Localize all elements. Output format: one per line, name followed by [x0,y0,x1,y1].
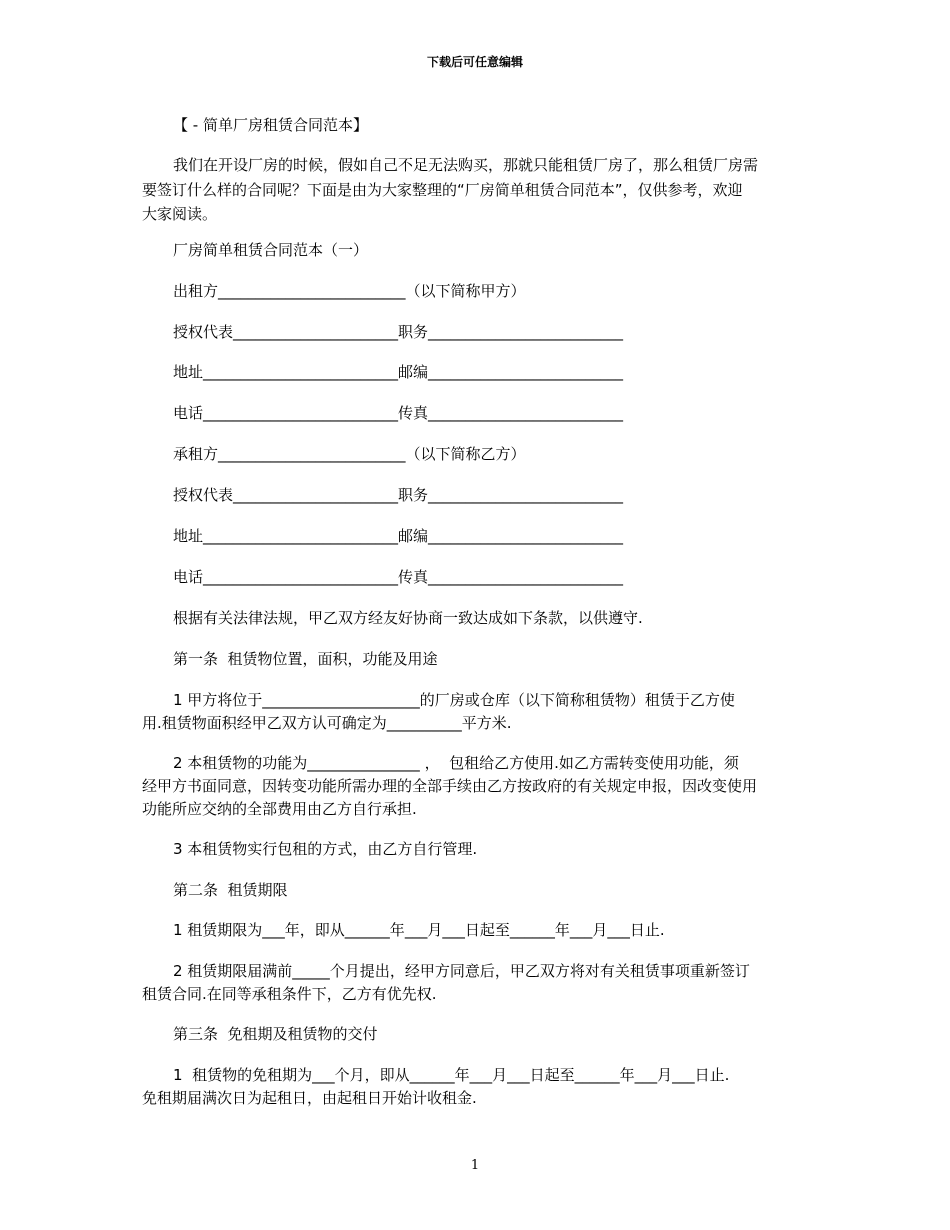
page-number: 1 [470,1158,480,1173]
contract-subtitle: 厂房简单租赁合同范本（一） [173,241,369,259]
lessor-address-line: 地址__________________________邮编__________________________ [173,363,624,381]
article-1-clause-2-line-3: 功能所应交纳的全部费用由乙方自行承担. [142,800,417,818]
intro-line-1: 我们在开设厂房的时候，假如自己不足无法购买，那就只能租赁厂房了，那么租赁厂房需 [173,156,759,174]
lessee-rep-line: 授权代表______________________职务__________________________ [173,486,624,504]
lessee-line: 承租方_________________________（以下简称乙方） [173,445,526,463]
article-1-clause-1-line-2: 用.租赁物面积经甲乙双方认可确定为__________平方米. [142,714,512,732]
article-1-clause-2-line-2: 经甲方书面同意，因转变功能所需办理的全部手续由乙方按政府的有关规定申报，因改变使用 [142,777,758,795]
article-1-clause-3: 3 本租赁物实行包租的方式，由乙方自行管理. [173,840,478,858]
article-2-heading: 第二条 租赁期限 [173,881,288,899]
article-3-clause-1-line-1: 1 租赁物的免租期为___个月，即从______年___月___日起至______年___月___日止. [173,1066,730,1084]
basis-paragraph: 根据有关法律法规，甲乙双方经友好协商一致达成如下条款，以供遵守. [173,609,643,627]
page-header: 下载后可任意编辑 [426,55,523,69]
article-2-clause-2-line-1: 2 租赁期限届满前_____个月提出，经甲方同意后，甲乙双方将对有关租赁事项重新签订 [173,962,750,980]
article-3-heading: 第三条 免租期及租赁物的交付 [173,1025,378,1043]
intro-line-2: 要签订什么样的合同呢？下面是由为大家整理的“厂房简单租赁合同范本”，仅供参考，欢迎 [142,181,743,199]
document-title: 【 - 简单厂房租赁合同范本】 [173,116,368,134]
article-2-clause-1: 1 租赁期限为___年，即从______年___月___日起至______年___月___日止. [173,921,665,939]
article-1-clause-2-line-1: 2 本租赁物的功能为_______________ ， 包租给乙方使用.如乙方需转变使用功能，须 [173,754,739,772]
article-1-clause-1-line-1: 1 甲方将位于_____________________的厂房或仓库（以下简称租赁物）租赁于乙方使 [173,691,735,709]
article-2-clause-2-line-2: 租赁合同.在同等承租条件下，乙方有优先权. [142,985,437,1003]
article-1-heading: 第一条 租赁物位置，面积，功能及用途 [173,650,438,668]
lessee-phone-line: 电话__________________________传真__________________________ [173,568,624,586]
intro-line-3: 大家阅读。 [142,205,218,223]
lessor-line: 出租方_________________________（以下简称甲方） [173,282,526,300]
lessor-phone-line: 电话__________________________传真__________________________ [173,404,624,422]
lessor-rep-line: 授权代表______________________职务__________________________ [173,323,624,341]
article-3-clause-1-line-2: 免租期届满次日为起租日，由起租日开始计收租金. [142,1089,477,1107]
lessee-address-line: 地址__________________________邮编__________________________ [173,527,624,545]
